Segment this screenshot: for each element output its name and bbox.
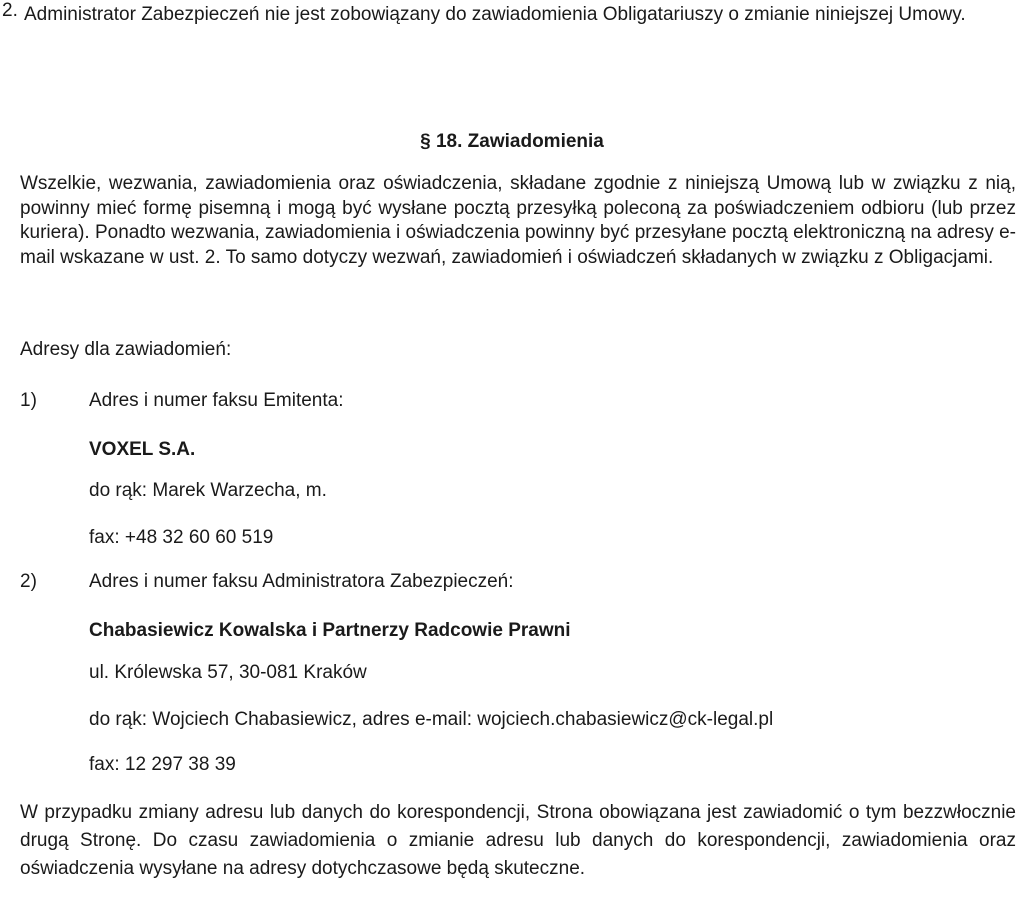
list-item-1-attention: do rąk: Marek Warzecha, m. bbox=[89, 480, 327, 501]
closing-paragraph: W przypadku zmiany adresu lub danych do korespondencji, Strona obowiązana jest zawiadomić o tym bezzwłocznie drugą Stronę. Do czasu zawiadomienia o zmianie adresu lub danych do korespondencji, zawiadomienia oraz oświadczenia wysyłane na adresy dotychczasowe będą skuteczne. bbox=[20, 802, 1016, 879]
list-item-2-attention: do rąk: Wojciech Chabasiewicz, adres e-mail: wojciech.chabasiewicz@ck-legal.pl bbox=[89, 709, 774, 730]
section-heading: § 18. Zawiadomienia bbox=[420, 131, 604, 152]
addresses-label: Adresy dla zawiadomień: bbox=[20, 339, 232, 360]
list-item-1-number: 1) bbox=[20, 390, 37, 411]
list-item-1-name: VOXEL S.A. bbox=[89, 439, 196, 460]
list-item-2-street: ul. Królewska 57, 30-081 Kraków bbox=[89, 662, 367, 683]
list-item-2-title: Adres i numer faksu Administratora Zabezpieczeń: bbox=[89, 571, 514, 592]
list-item-1-title: Adres i numer faksu Emitenta: bbox=[89, 390, 344, 411]
list-item-1-fax: fax: +48 32 60 60 519 bbox=[89, 527, 274, 548]
item-2-text: Administrator Zabezpieczeń nie jest zobowiązany do zawiadomienia Obligatariuszy o zmianie niniejszej Umowy. bbox=[24, 4, 966, 25]
item-2-number: 2. bbox=[2, 0, 18, 21]
section-intro: Wszelkie, wezwania, zawiadomienia oraz oświadczenia, składane zgodnie z niniejszą Umową lub w związku z nią, powinny mieć formę pisemną i mogą być wysłane pocztą przesyłką poleconą za poświadczeniem odbioru (lub przez kuriera). Ponadto wezwania, zawiadomienia i oświadczenia powinny być przesyłane pocztą elektroniczną na adresy e-mail wskazane w ust. 2. To samo dotyczy wezwań, zawiadomień i oświadczeń składanych w związku z Obligacjami. bbox=[20, 173, 1016, 268]
list-item-2-name: Chabasiewicz Kowalska i Partnerzy Radcowie Prawni bbox=[89, 620, 571, 641]
list-item-2-fax: fax: 12 297 38 39 bbox=[89, 754, 236, 775]
list-item-2-number: 2) bbox=[20, 571, 37, 592]
